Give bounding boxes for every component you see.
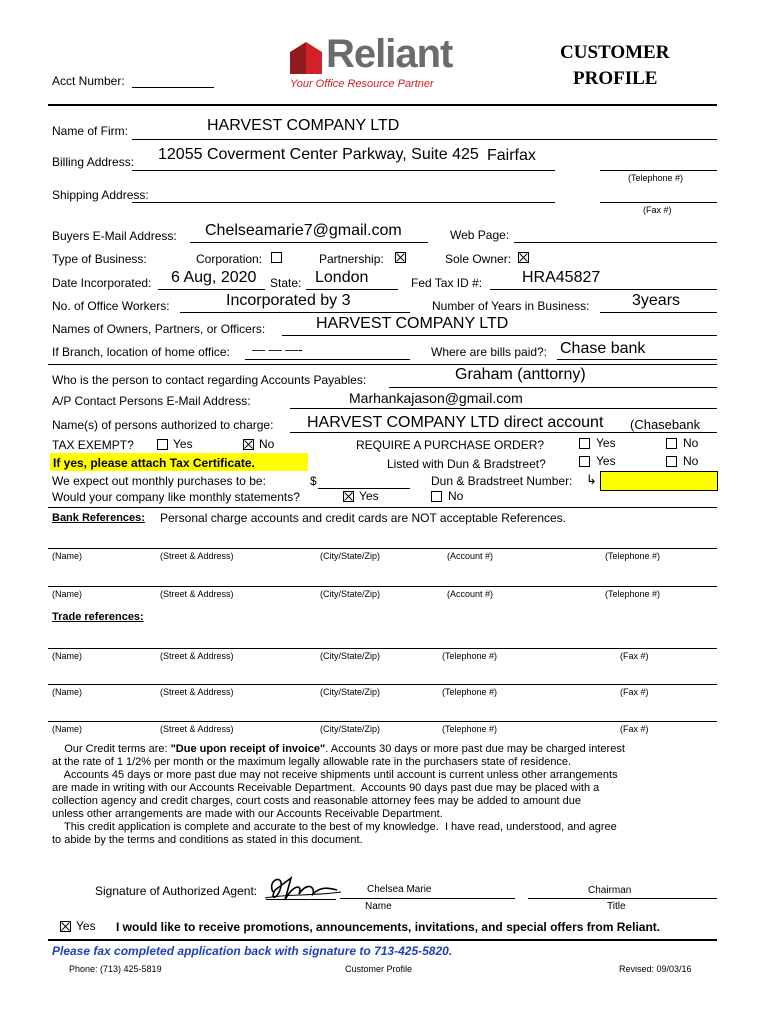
ap-contact-value[interactable]: Graham (anttorny) — [455, 366, 586, 383]
dun-number-label: Dun & Bradstreet Number: — [431, 474, 573, 488]
fed-tax-id-line — [490, 289, 717, 290]
buyer-email-line — [190, 242, 428, 243]
trade-reference-row-line[interactable] — [48, 648, 717, 649]
authorized-label: Name(s) of persons authorized to charge: — [52, 418, 274, 432]
monthly-currency: $ — [310, 474, 317, 488]
branch-value[interactable]: — — —- — [252, 342, 303, 357]
signature-scribble — [263, 872, 343, 909]
header-rule — [48, 104, 717, 106]
ap-contact-label: Who is the person to contact regarding Accounts Payables: — [52, 373, 367, 387]
footer-phone: Phone: (713) 425-5819 — [69, 964, 162, 974]
billing-address-label: Billing Address: — [52, 155, 135, 169]
statements-yes-label: Yes — [359, 489, 379, 503]
trade-reference-column-caption: (Telephone #) — [442, 724, 498, 734]
signature-line[interactable] — [266, 899, 336, 900]
bank-reference-column-caption: (Name) — [52, 551, 83, 561]
bank-reference-column-caption: (City/State/Zip) — [320, 551, 381, 561]
signer-title-line — [528, 898, 717, 899]
bank-reference-row-line[interactable] — [48, 586, 717, 587]
authorized-extra[interactable]: (Chasebank — [630, 417, 701, 432]
credit-terms-line: to abide by the terms and conditions as stated in this document. — [52, 834, 363, 846]
purchase-order-no-checkbox[interactable] — [666, 438, 677, 449]
tax-certificate-text: If yes, please attach Tax Certificate. — [53, 456, 255, 470]
ap-email-value[interactable]: Marhankajason@gmail.com — [349, 390, 523, 406]
footer-rule — [48, 939, 717, 941]
trade-reference-row-line[interactable] — [48, 684, 717, 685]
trade-reference-column-caption: (Fax #) — [620, 651, 649, 661]
trade-reference-column-caption: (Telephone #) — [442, 687, 498, 697]
firm-name-label: Name of Firm: — [52, 124, 129, 138]
promo-checkbox[interactable] — [60, 921, 71, 932]
trade-reference-column-caption: (Street & Address) — [160, 651, 234, 661]
trade-reference-column-caption: (Fax #) — [620, 687, 649, 697]
bank-reference-column-caption: (Street & Address) — [160, 589, 234, 599]
acct-number-label: Acct Number: — [52, 74, 125, 88]
purchase-order-label: REQUIRE A PURCHASE ORDER? — [356, 438, 545, 452]
billing-city-value[interactable]: Fairfax — [487, 147, 536, 164]
statements-no-label: No — [448, 489, 464, 503]
years-in-business-label: Number of Years in Business: — [432, 299, 590, 313]
bills-paid-value[interactable]: Chase bank — [560, 340, 646, 357]
date-incorporated-value[interactable]: 6 Aug, 2020 — [171, 269, 257, 286]
owners-label: Names of Owners, Partners, or Officers: — [52, 322, 266, 336]
signer-name-value[interactable]: Chelsea Marie — [367, 884, 432, 895]
form-title-line2: PROFILE — [573, 68, 658, 89]
trade-reference-column-caption: (Name) — [52, 651, 83, 661]
branch-line — [245, 359, 410, 360]
fax-line[interactable] — [600, 202, 717, 203]
authorized-line — [290, 432, 717, 433]
telephone-line[interactable] — [600, 170, 717, 171]
dun-listed-no-checkbox[interactable] — [666, 456, 677, 467]
trade-reference-column-caption: (Street & Address) — [160, 687, 234, 697]
bank-reference-column-caption: (City/State/Zip) — [320, 589, 381, 599]
bills-paid-line — [557, 359, 717, 360]
credit-terms-line: are made in writing with our Accounts Receivable Department. Accounts 90 days past due may be placed with a — [52, 782, 600, 794]
logo-wordmark: Reliant — [326, 32, 453, 76]
footer-form-name: Customer Profile — [345, 964, 413, 974]
buyer-email-label: Buyers E-Mail Address: — [52, 229, 177, 243]
credit-terms-line: unless other arrangements are made with our Accounts Receivable Department. — [52, 808, 443, 820]
credit-terms — [52, 743, 625, 847]
corporation-checkbox[interactable] — [271, 252, 282, 263]
dun-number-field[interactable] — [600, 471, 718, 491]
trade-reference-column-caption: (Telephone #) — [442, 651, 498, 661]
signer-name-caption: Name — [365, 901, 392, 912]
authorized-value[interactable]: HARVEST COMPANY LTD direct account — [307, 414, 604, 431]
firm-name-line — [132, 139, 717, 140]
monthly-purchases-label: We expect out monthly purchases to be: — [52, 474, 266, 488]
promo-yes-label: Yes — [76, 919, 96, 933]
bank-reference-column-caption: (Telephone #) — [605, 589, 661, 599]
logo-tagline: Your Office Resource Partner — [290, 78, 434, 90]
tax-exempt-no-checkbox[interactable] — [243, 439, 254, 450]
business-type-label: Type of Business: — [52, 252, 147, 266]
bank-reference-row-line[interactable] — [48, 548, 717, 549]
signer-title-caption: Title — [607, 901, 626, 912]
credit-terms-line: at the rate of 1 1/2% per month or the maximum legally allowable rate in the purchasers state of residence. — [52, 756, 572, 768]
dun-listed-label: Listed with Dun & Bradstreet? — [387, 457, 546, 471]
trade-reference-column-caption: (City/State/Zip) — [320, 724, 381, 734]
state-line — [306, 289, 398, 290]
credit-terms-line: This credit application is complete and accurate to the best of my knowledge. I have read, understood, and agree — [52, 821, 617, 833]
web-page-line[interactable] — [514, 242, 717, 243]
reliant-logo — [288, 32, 468, 96]
sole-owner-checkbox[interactable] — [518, 252, 529, 263]
trade-reference-column-caption: (Fax #) — [620, 724, 649, 734]
trade-reference-column-caption: (Name) — [52, 724, 83, 734]
form-title-line1: CUSTOMER — [560, 42, 670, 63]
purchase-order-yes-checkbox[interactable] — [579, 438, 590, 449]
credit-terms-line: Accounts 45 days or more past due may not receive shipments until account is current unless other arrangements — [52, 769, 618, 781]
bank-reference-column-caption: (Street & Address) — [160, 551, 234, 561]
footer-revised: Revised: 09/03/16 — [619, 964, 692, 974]
trade-references-heading: Trade references: — [52, 611, 144, 623]
ap-email-line — [290, 408, 717, 409]
tax-exempt-label: TAX EXEMPT? — [52, 438, 134, 452]
arrow-icon: ↳ — [586, 472, 597, 487]
trade-reference-column-caption: (City/State/Zip) — [320, 687, 381, 697]
dun-listed-no-label: No — [683, 454, 699, 468]
bank-reference-column-caption: (Account #) — [447, 589, 494, 599]
tax-exempt-yes-label: Yes — [173, 437, 193, 451]
years-in-business-line — [600, 312, 717, 313]
bills-paid-label: Where are bills paid?: — [431, 345, 548, 359]
fed-tax-id-label: Fed Tax ID #: — [411, 276, 483, 290]
billing-address-line — [132, 170, 555, 171]
signature-label: Signature of Authorized Agent: — [95, 884, 258, 898]
signer-title-value[interactable]: Chairman — [588, 885, 632, 896]
billing-address-value[interactable]: 12055 Coverment Center Parkway, Suite 425 — [158, 146, 479, 163]
bank-references-heading: Bank References: — [52, 512, 145, 524]
bank-reference-column-caption: (Telephone #) — [605, 551, 661, 561]
statements-no-checkbox[interactable] — [431, 491, 442, 502]
trade-reference-column-caption: (Name) — [52, 687, 83, 697]
logo-roof-icon — [288, 40, 324, 76]
purchase-order-yes-label: Yes — [596, 436, 616, 450]
fax-instructions: Please fax completed application back with signature to 713-425-5820. — [52, 944, 453, 958]
purchase-order-no-label: No — [683, 436, 699, 450]
shipping-address-label: Shipping Address: — [52, 188, 149, 202]
ap-email-label: A/P Contact Persons E-Mail Address: — [52, 394, 251, 408]
sole-owner-label: Sole Owner: — [445, 252, 512, 266]
partnership-checkbox[interactable] — [395, 252, 406, 263]
date-incorporated-line — [158, 289, 265, 290]
owners-value[interactable]: HARVEST COMPANY LTD — [316, 315, 509, 332]
fed-tax-id-value[interactable]: HRA45827 — [522, 269, 601, 286]
tax-certificate-note — [50, 453, 308, 471]
section-rule-2 — [48, 507, 717, 508]
state-value[interactable]: London — [315, 269, 369, 286]
web-page-label: Web Page: — [450, 228, 510, 242]
bank-references-note: Personal charge accounts and credit cards are NOT acceptable References. — [160, 511, 566, 525]
promo-text: I would like to receive promotions, announcements, invitations, and special offers from Reliant. — [116, 920, 661, 934]
monthly-statements-label: Would your company like monthly statements? — [52, 490, 300, 504]
state-label: State: — [270, 276, 302, 290]
office-workers-value[interactable]: Incorporated by 3 — [226, 292, 351, 309]
buyer-email-value[interactable]: Chelseamarie7@gmail.com — [205, 222, 402, 239]
signer-name-line — [340, 898, 515, 899]
tax-exempt-yes-checkbox[interactable] — [157, 439, 168, 450]
dun-listed-yes-checkbox[interactable] — [579, 456, 590, 467]
partnership-label: Partnership: — [319, 252, 384, 266]
branch-label: If Branch, location of home office: — [52, 345, 230, 359]
fax-caption: (Fax #) — [643, 205, 672, 215]
bank-reference-column-caption: (Account #) — [447, 551, 494, 561]
office-workers-line — [180, 312, 410, 313]
trade-reference-column-caption: (City/State/Zip) — [320, 651, 381, 661]
telephone-caption: (Telephone #) — [628, 173, 684, 183]
date-incorporated-label: Date Incorporated: — [52, 276, 152, 290]
office-workers-label: No. of Office Workers: — [52, 299, 170, 313]
acct-number-field[interactable] — [132, 87, 214, 88]
statements-yes-checkbox[interactable] — [343, 491, 354, 502]
credit-terms-first-line: Our Credit terms are: "Due upon receipt of invoice". Accounts 30 days or more past due may be charged interest — [64, 743, 625, 755]
shipping-address-line[interactable] — [132, 202, 555, 203]
dun-listed-yes-label: Yes — [596, 454, 616, 468]
bank-reference-column-caption: (Name) — [52, 589, 83, 599]
trade-reference-row-line[interactable] — [48, 721, 717, 722]
ap-contact-line — [389, 387, 717, 388]
credit-terms-line: collection agency and credit charges, court costs and reasonable attorney fees may be added to amount due — [52, 795, 581, 807]
trade-reference-column-caption: (Street & Address) — [160, 724, 234, 734]
years-in-business-value[interactable]: 3years — [632, 292, 681, 309]
section-rule-1 — [48, 364, 717, 365]
tax-exempt-no-label: No — [259, 437, 275, 451]
firm-name-value[interactable]: HARVEST COMPANY LTD — [207, 117, 400, 134]
owners-line — [282, 335, 717, 336]
corporation-label: Corporation: — [196, 252, 263, 266]
